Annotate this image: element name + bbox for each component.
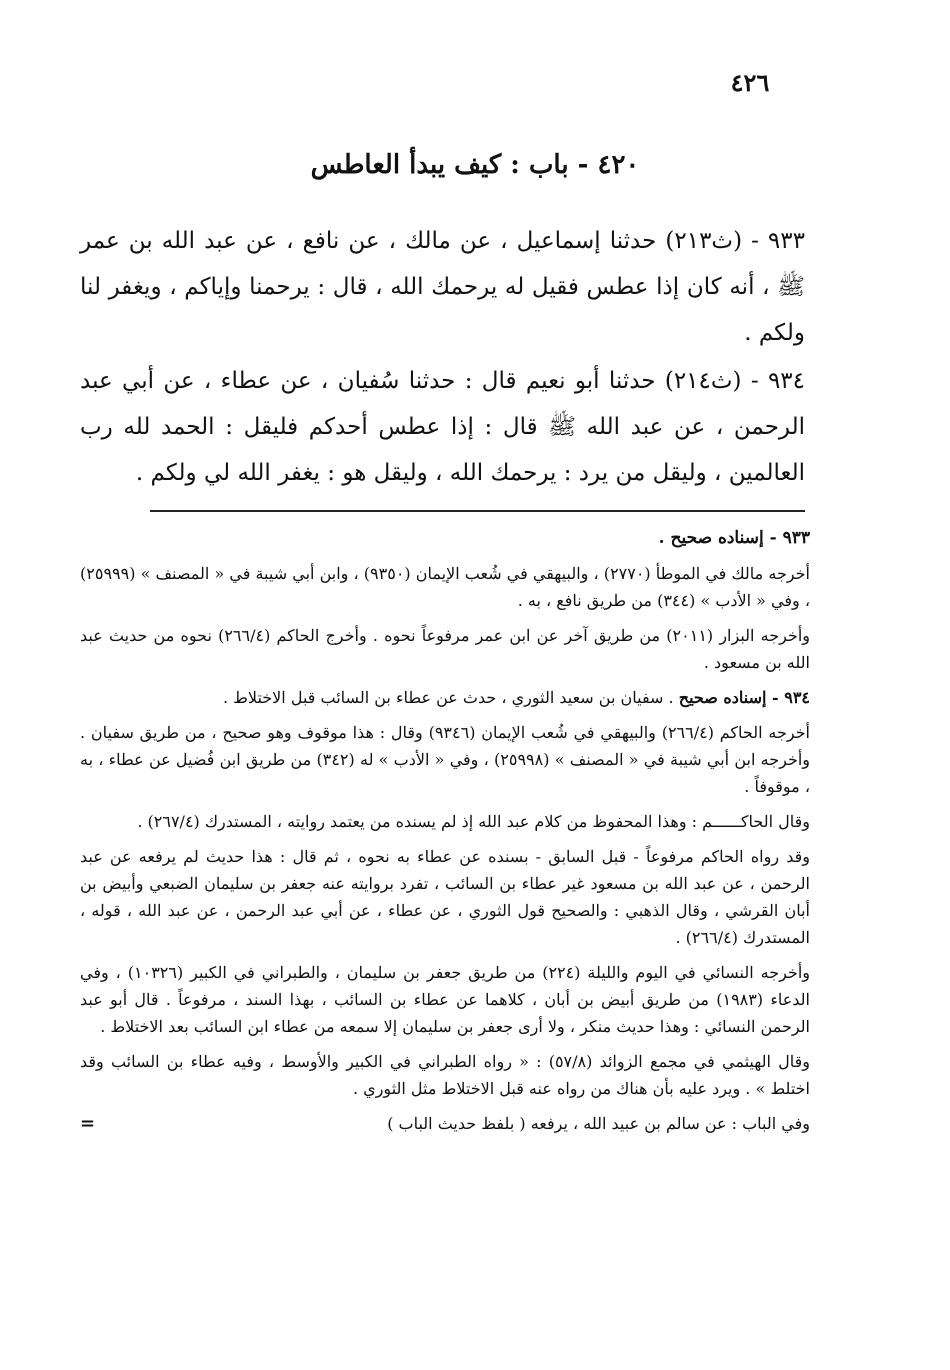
- footnote-933-paragraph: وأخرجه البزار (٢٠١١) من طريق آخر عن ابن عمر مرفوعاً نحوه . وأخرج الحاكم (٢٦٦/٤) نحوه من حديث عبد الله بن مسعود .: [80, 626, 811, 672]
- footnote-934-heading-rest: . سفيان بن سعيد الثوري ، حدث عن عطاء بن السائب قبل الاختلاط .: [222, 688, 674, 707]
- footnote-934-last-line: [80, 1110, 810, 1137]
- footnote-934-grade: ٩٣٤ - إسناده صحيح: [678, 688, 810, 707]
- footnote-934-paragraph: وأخرجه النسائي في اليوم والليلة (٢٢٤) من طريق جعفر بن سليمان ، والطبراني في الكبير (١٠٣٢٦) ، وفي الدعاء (١٩٨٣) من طريق أبيض بن أبان ، كلاهما عن عطاء بن السائب ، بهذا السند ، مرفوعاً . قال أبو عبد الرحمن النسائي : وهذا حديث منكر ، ولا أرى جعفر بن سليمان إلا سمعه من عطاء ابن السائب بعد الاختلاط .: [80, 963, 810, 1036]
- footnote-934-paragraph: وقال الحاكــــــم : وهذا المحفوظ من كلام عبد الله إذ لم يسنده من يعتمد روايته ، المستدرك (٢٦٧/٤) .: [137, 812, 810, 831]
- footnote-934-paragraph: وقال الهيثمي في مجمع الزوائد (٥٧/٨) : « رواه الطبراني في الكبير والأوسط ، وفيه عطاء بن السائب وقد اختلط » . ويرد عليه بأن هناك من رواه عنه قبل الاختلاط مثل الثوري .: [80, 1052, 811, 1098]
- hadith-934: ٩٣٤ - (ث٢١٤) حدثنا أبو نعيم قال : حدثنا سُفيان ، عن عطاء ، عن أبي عبد الرحمن ، عن عبد الله ﷺ قال : إذا عطس أحدكم فليقل : الحمد لله رب العالمين ، وليقل من يرد : يرحمك الله ، وليقل هو : يغفر الله لي ولكم .: [80, 368, 805, 486]
- footnotes-section: [80, 525, 810, 1145]
- footnote-934-paragraph: وقد رواه الحاكم مرفوعاً - قبل السابق - بسنده عن عطاء به نحوه ، ثم قال : هذا حديث لم يرفعه عن عبد الرحمن ، عن عبد الله بن مسعود غير عطاء بن السائب ، تفرد بروايته عنه جعفر بن سليمان الضبعي وأبيض بن أبان القرشي ، وقال الذهبي : والصحيح قول الثوري ، عن عطاء ، عن أبي عبد الرحمن ، عن عبد الله ، قوله ، المستدرك (٢٦٦/٤) .: [80, 847, 810, 947]
- chapter-title: ٤٢٠ - باب : كيف يبدأ العاطس: [310, 150, 640, 180]
- footnote-933-heading: ٩٣٣ - إسناده صحيح .: [658, 528, 810, 548]
- hadith-933: ٩٣٣ - (ث٢١٣) حدثنا إسماعيل ، عن مالك ، عن نافع ، عن عبد الله بن عمر ﷺ ، أنه كان إذا عطس فقيل له يرحمك الله ، قال : يرحمنا وإياكم ، ويغفر لنا ولكم .: [80, 228, 805, 346]
- footnote-separator: [150, 510, 805, 512]
- footnote-933-paragraph: أخرجه مالك في الموطأ (٢٧٧٠) ، والبيهقي في شُعب الإيمان (٩٣٥٠) ، وابن أبي شيبة في « المصنف » (٢٥٩٩٩) ، وفي « الأدب » (٣٤٤) من طريق نافع ، به .: [80, 564, 811, 610]
- footnote-934-heading: [80, 684, 810, 711]
- footnote-934-paragraph: وفي الباب : عن سالم بن عبيد الله ، يرفعه ( بلفظ حديث الباب ): [387, 1114, 810, 1133]
- continuation-mark: =: [80, 1113, 96, 1134]
- footnote-934-paragraph: أخرجه الحاكم (٢٦٦/٤) والبيهقي في شُعب الإيمان (٩٣٤٦) وقال : هذا موقوف وهو صحيح ، من طريق سفيان . وأخرجه ابن أبي شيبة في « المصنف » (٢٥٩٩٨) ، وفي « الأدب » له (٣٤٢) من طريق ابن فُضيل عن عطاء ، به ، موقوفاً .: [80, 723, 811, 796]
- page-number: ٤٢٦: [730, 68, 770, 97]
